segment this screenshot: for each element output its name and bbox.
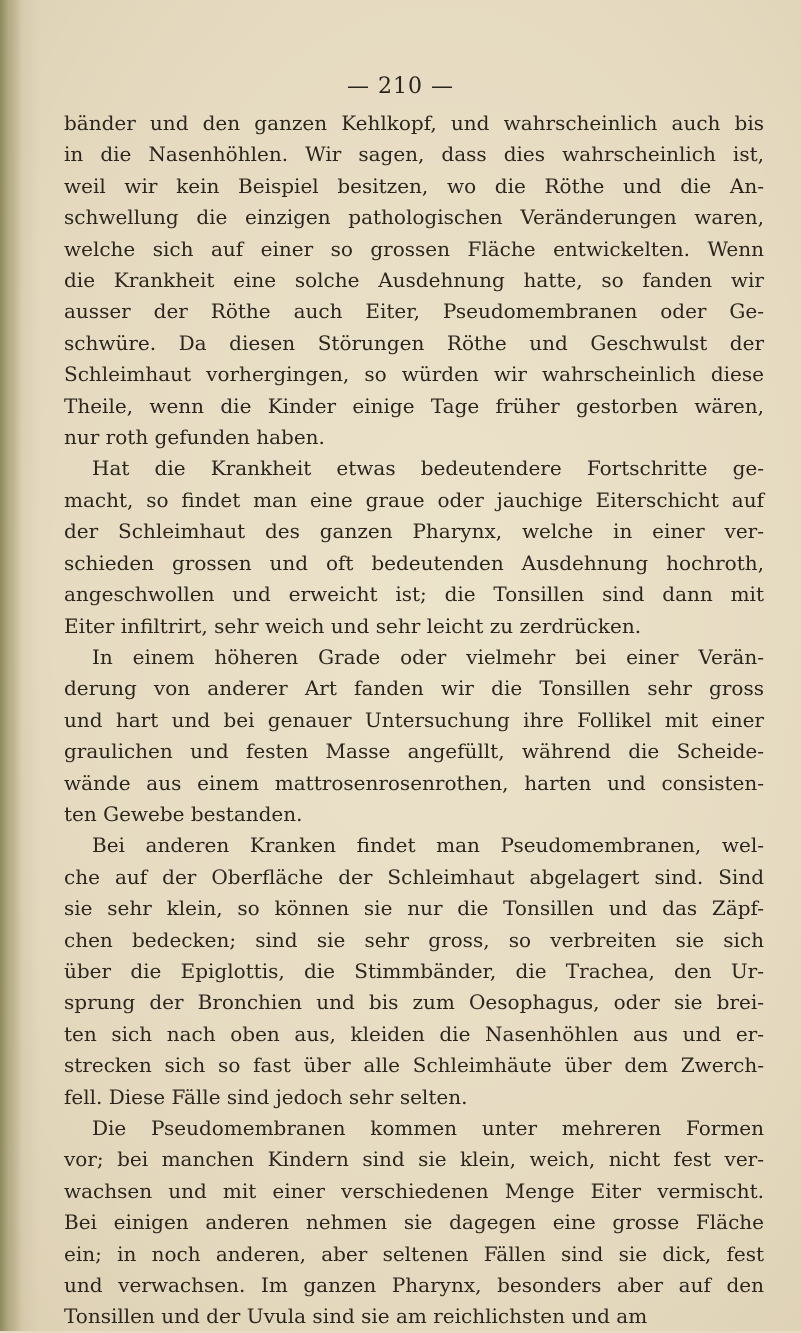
text-line: in die Nasenhöhlen. Wir sagen, dass dies wahrscheinlich ist, [64, 142, 764, 167]
text-line: über die Epiglottis, die Stimmbänder, die Trachea, den Ur- [64, 958, 764, 983]
text-line: wachsen und mit einer verschiedenen Menge Eiter vermischt. [64, 1178, 764, 1203]
paragraph [64, 1113, 764, 1333]
text-line: Die Pseudomembranen kommen unter mehreren Formen [92, 1116, 764, 1140]
text-line: graulichen und festen Masse angefüllt, während die Scheide- [64, 739, 764, 764]
text-line: die Krankheit eine solche Ausdehnung hatte, so fanden wir [64, 268, 764, 293]
text-line: ausser der Röthe auch Eiter, Pseudomembranen oder Ge- [64, 299, 764, 324]
text-line: Schleimhaut vorhergingen, so würden wir wahrscheinlich diese [64, 362, 764, 387]
text-line: ten Gewebe bestanden. [64, 801, 303, 826]
paragraph [64, 108, 764, 453]
text-line: chen bedecken; sind sie sehr gross, so verbreiten sie sich [64, 927, 764, 952]
text-line: In einem höheren Grade oder vielmehr bei einer Verän- [92, 644, 764, 669]
paragraph [64, 453, 764, 641]
text-line: und hart und bei genauer Untersuchung ihre Follikel mit einer [64, 707, 764, 732]
text-line: schwellung die einzigen pathologischen Veränderungen waren, [64, 205, 764, 230]
text-line: sie sehr klein, so können sie nur die Tonsillen und das Zäpf- [64, 896, 764, 921]
paragraph [64, 830, 764, 1113]
paragraph [64, 642, 764, 830]
text-line: Eiter infiltrirt, sehr weich und sehr leicht zu zerdrücken. [64, 613, 642, 638]
text-line: fell. Diese Fälle sind jedoch sehr selten. [64, 1084, 468, 1109]
text-line: wände aus einem mattrosenrosenrothen, harten und consisten- [64, 770, 764, 795]
text-line: sprung der Bronchien und bis zum Oesophagus, oder sie brei- [64, 990, 764, 1015]
text-line: bänder und den ganzen Kehlkopf, und wahrscheinlich auch bis [64, 111, 764, 135]
text-line: welche sich auf einer so grossen Fläche entwickelten. Wenn [64, 236, 764, 261]
text-line: angeschwollen und erweicht ist; die Tonsillen sind dann mit [64, 582, 764, 607]
text-line: strecken sich so fast über alle Schleimhäute über dem Zwerch- [64, 1053, 764, 1078]
text-line: Hat die Krankheit etwas bedeutendere Fortschritte ge- [92, 456, 764, 481]
text-line: der Schleimhaut des ganzen Pharynx, welche in einer ver- [64, 519, 764, 544]
text-line: Theile, wenn die Kinder einige Tage früher gestorben wären, [64, 393, 764, 418]
body-text [64, 108, 764, 1333]
text-line: ten sich nach oben aus, kleiden die Nasenhöhlen aus und er- [64, 1021, 764, 1046]
text-line: weil wir kein Beispiel besitzen, wo die Röthe und die An- [64, 173, 764, 198]
page-binding-edge [0, 0, 22, 1331]
text-line: Tonsillen und der Uvula sind sie am reichlichsten und am [64, 1304, 648, 1329]
text-line: vor; bei manchen Kindern sind sie klein, weich, nicht fest ver- [64, 1147, 764, 1172]
page-number: — 210 — [347, 74, 454, 99]
text-line: Bei anderen Kranken findet man Pseudomembranen, wel- [92, 833, 764, 858]
text-line: nur roth gefunden haben. [64, 425, 325, 450]
text-line: schwüre. Da diesen Störungen Röthe und Geschwulst der [64, 330, 764, 355]
text-line: schieden grossen und oft bedeutenden Ausdehnung hochroth, [64, 550, 764, 575]
text-line: che auf der Oberfläche der Schleimhaut abgelagert sind. Sind [64, 864, 764, 889]
text-line: und verwachsen. Im ganzen Pharynx, besonders aber auf den [64, 1273, 764, 1298]
text-line: macht, so findet man eine graue oder jauchige Eiterschicht auf [64, 487, 764, 512]
text-line: Bei einigen anderen nehmen sie dagegen eine grosse Fläche [64, 1210, 764, 1235]
text-line: ein; in noch anderen, aber seltenen Fällen sind sie dick, fest [64, 1241, 764, 1266]
text-line: derung von anderer Art fanden wir die Tonsillen sehr gross [64, 676, 764, 701]
